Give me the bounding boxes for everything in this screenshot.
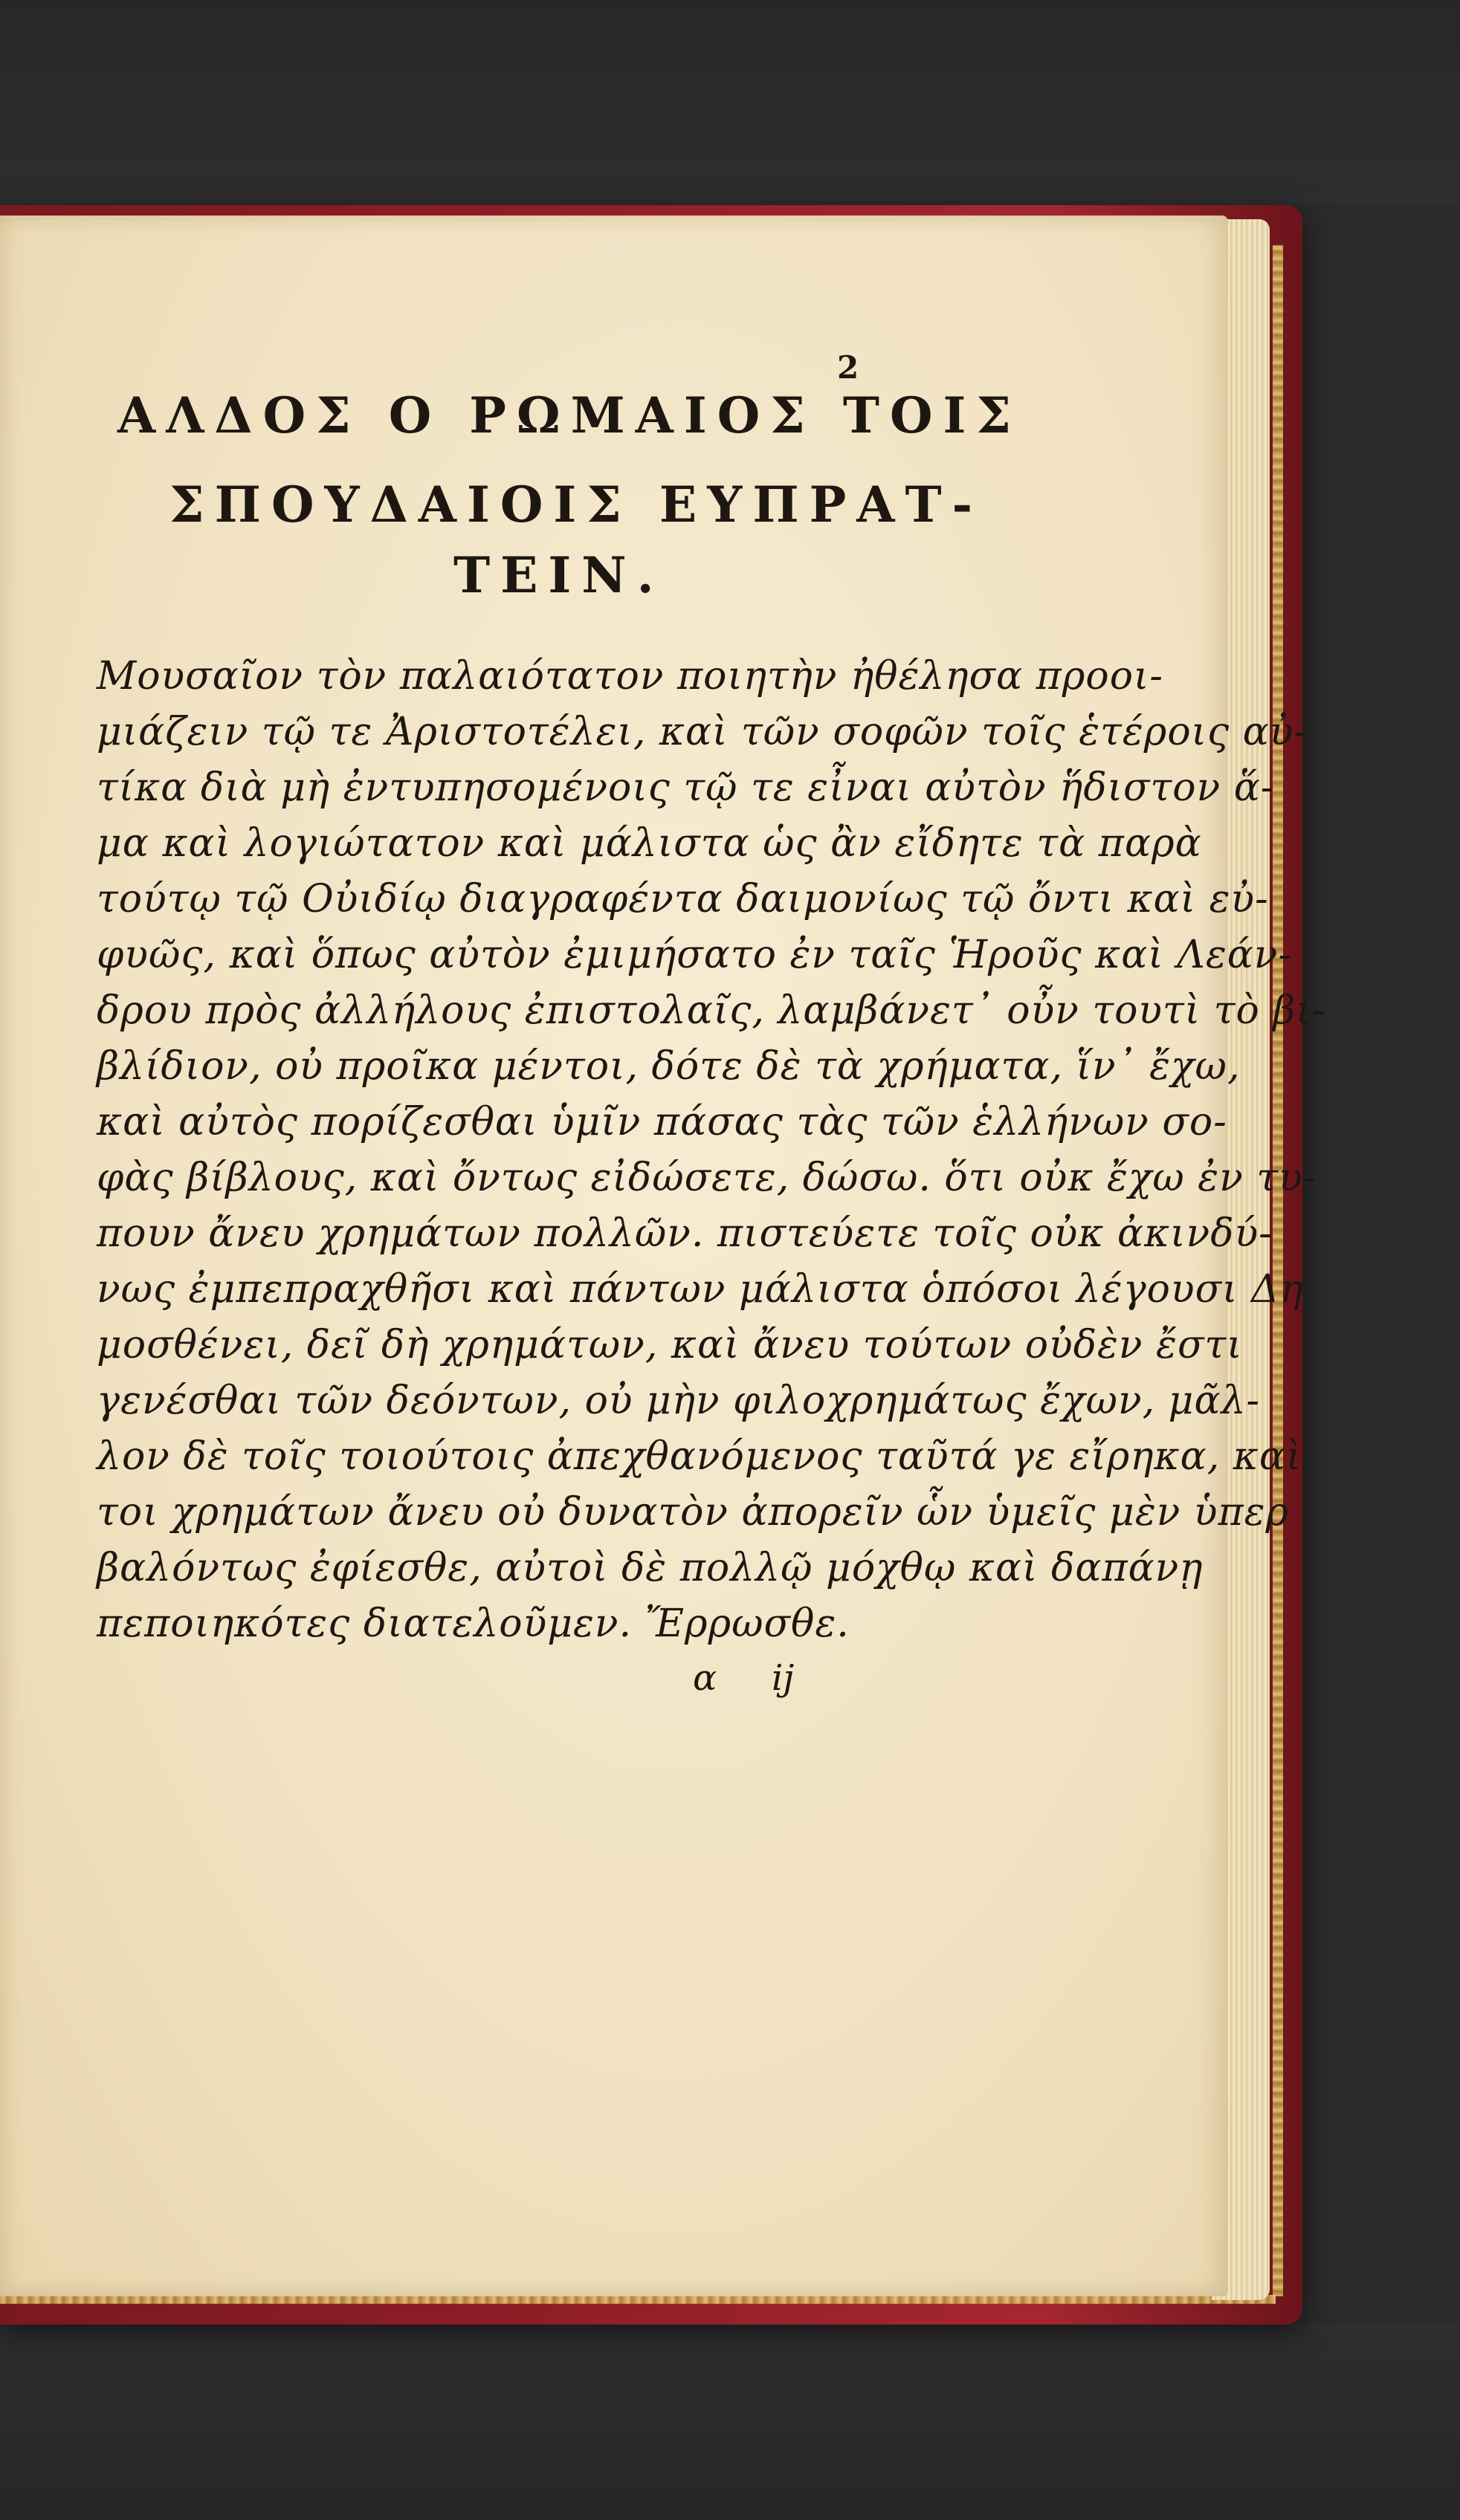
body-line: βλίδιον, οὐ προῖκα μέντοι, δότε δὲ τὰ χρήματα, ἵν᾽ ἔχω, <box>97 1044 1241 1089</box>
heading-line: ΑΛΔΟΣ Ο ΡΩΜΑΙΟΣ ΤΟΙΣ <box>117 386 1022 444</box>
backdrop-bottom <box>0 2322 1460 2520</box>
signature-mark: α <box>693 1657 717 1699</box>
body-line: βαλόντως ἐφίεσθε, αὐτοὶ δὲ πολλῷ μόχθῳ καὶ δαπάνῃ <box>97 1546 1204 1590</box>
page-number: 2 <box>837 349 859 386</box>
body-line: φυῶς, καὶ ὅπως αὐτὸν ἐμιμήσατο ἐν ταῖς Ἡροῦς καὶ Λεάν- <box>97 933 1293 977</box>
body-line: Μουσαῖον τὸν παλαιότατον ποιητὴν ἠθέλησα προοι- <box>97 654 1164 699</box>
body-line: τοι χρημάτων ἄνευ οὐ δυνατὸν ἀπορεῖν ὧν ὑμεῖς μὲν ὑπερ <box>97 1490 1290 1535</box>
body-line: μα καὶ λογιώτατον καὶ μάλιστα ὡς ἂν εἴδητε τὰ παρὰ <box>97 821 1202 866</box>
body-line: δρου πρὸς ἀλλήλους ἐπιστολαῖς, λαμβάνετ᾽ οὖν τουτὶ τὸ βι- <box>97 988 1326 1033</box>
body-line: μοσθένει, δεῖ δὴ χρημάτων, καὶ ἄνευ τούτων οὐδὲν ἔστι <box>97 1323 1243 1367</box>
body-line: τίκα διὰ μὴ ἐντυπησομένοις τῷ τε εἶναι αὐτὸν ἥδιστον ἅ- <box>97 765 1275 810</box>
backdrop-top <box>0 0 1460 204</box>
body-line: μιάζειν τῷ τε Ἀριστοτέλει, καὶ τῶν σοφῶν τοῖς ἑτέροις αὐ- <box>97 710 1308 754</box>
body-line: τούτῳ τῷ Οὐιδίῳ διαγραφέντα δαιμονίως τῷ ὄντι καὶ εὐ- <box>97 877 1269 921</box>
body-line: γενέσθαι τῶν δεόντων, οὐ μὴν φιλοχρημάτως ἔχων, μᾶλ- <box>97 1379 1261 1423</box>
heading-line: ΤΕΙΝ. <box>453 546 665 604</box>
body-line: πεποιηκότες διατελοῦμεν. Ἔρρωσθε. <box>97 1601 850 1646</box>
body-line: λον δὲ τοῖς τοιούτοις ἀπεχθανόμενος ταῦτά γε εἴρηκα, καὶ <box>97 1434 1302 1479</box>
signature-mark: ij <box>772 1657 795 1699</box>
body-line: πουν ἄνευ χρημάτων πολλῶν. πιστεύετε τοῖς οὐκ ἀκινδύ- <box>97 1211 1273 1256</box>
body-line: καὶ αὐτὸς πορίζεσθαι ὑμῖν πάσας τὰς τῶν ἑλλήνων σο- <box>97 1100 1227 1144</box>
heading-line: ΣΠΟΥΔΑΙΟΙΣ ΕΥΠΡΑΤ- <box>169 476 983 534</box>
body-line: φὰς βίβλους, καὶ ὄντως εἰδώσετε, δώσω. ὅτι οὐκ ἔχω ἐν τυ- <box>97 1156 1317 1200</box>
body-line: νως ἐμπεπραχθῆσι καὶ πάντων μάλιστα ὁπόσοι λέγουσι Δη <box>97 1267 1304 1312</box>
